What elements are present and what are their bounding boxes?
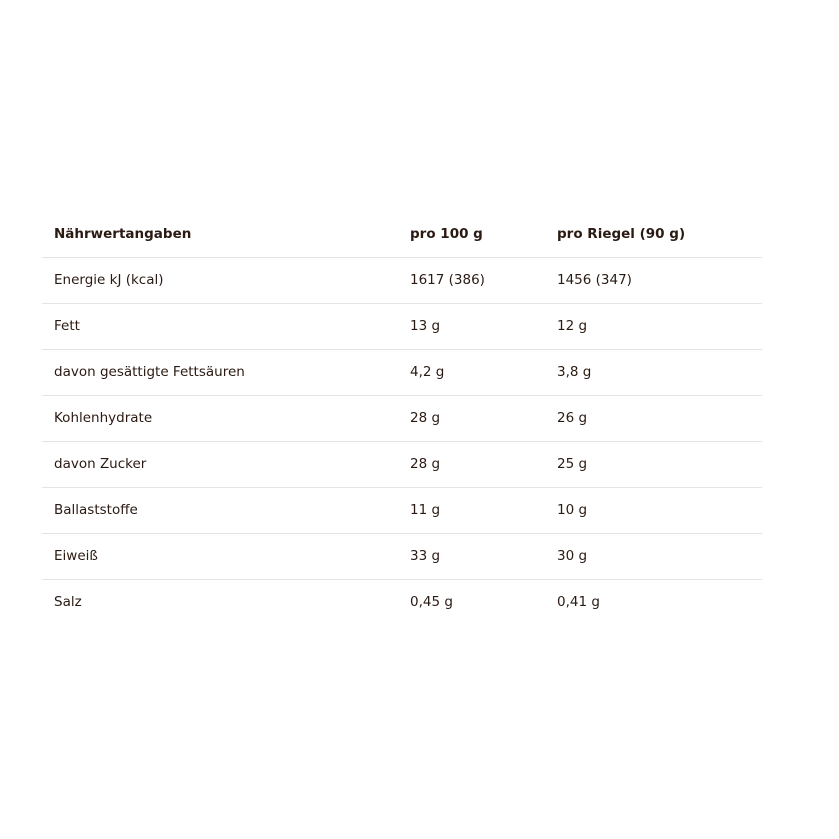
nutrient-name: Ballaststoffe <box>42 487 398 533</box>
table-row <box>42 533 762 579</box>
nutrient-name: Fett <box>42 303 398 349</box>
value-per-100g: 11 g <box>398 487 545 533</box>
table-row <box>42 257 762 303</box>
header-per-bar: pro Riegel (90 g) <box>557 225 686 242</box>
table-row <box>42 303 762 349</box>
nutrition-facts-table <box>42 211 762 625</box>
value-per-100g: 0,45 g <box>398 579 545 625</box>
value-per-bar: 30 g <box>545 533 762 579</box>
value-per-bar: 25 g <box>545 441 762 487</box>
value-per-bar: 1456 (347) <box>545 257 762 303</box>
nutrient-name: davon Zucker <box>42 441 398 487</box>
value-per-100g: 4,2 g <box>398 349 545 395</box>
table-row <box>42 487 762 533</box>
table-row <box>42 579 762 625</box>
value-per-100g: 33 g <box>398 533 545 579</box>
nutrient-name: Kohlenhydrate <box>42 395 398 441</box>
nutrient-name: davon gesättigte Fettsäuren <box>42 349 398 395</box>
value-per-bar: 26 g <box>545 395 762 441</box>
value-per-bar: 3,8 g <box>545 349 762 395</box>
value-per-bar: 10 g <box>545 487 762 533</box>
value-per-100g: 28 g <box>398 441 545 487</box>
value-per-bar: 0,41 g <box>545 579 762 625</box>
nutrient-name: Salz <box>42 579 398 625</box>
header-per-100g: pro 100 g <box>410 225 483 242</box>
table-header-row <box>42 211 762 257</box>
nutrient-name: Energie kJ (kcal) <box>42 257 398 303</box>
value-per-100g: 28 g <box>398 395 545 441</box>
table-row <box>42 441 762 487</box>
value-per-bar: 12 g <box>545 303 762 349</box>
table-row <box>42 395 762 441</box>
nutrient-name: Eiweiß <box>42 533 398 579</box>
header-nutrient: Nährwertangaben <box>54 225 192 242</box>
value-per-100g: 13 g <box>398 303 545 349</box>
table-row <box>42 349 762 395</box>
value-per-100g: 1617 (386) <box>398 257 545 303</box>
